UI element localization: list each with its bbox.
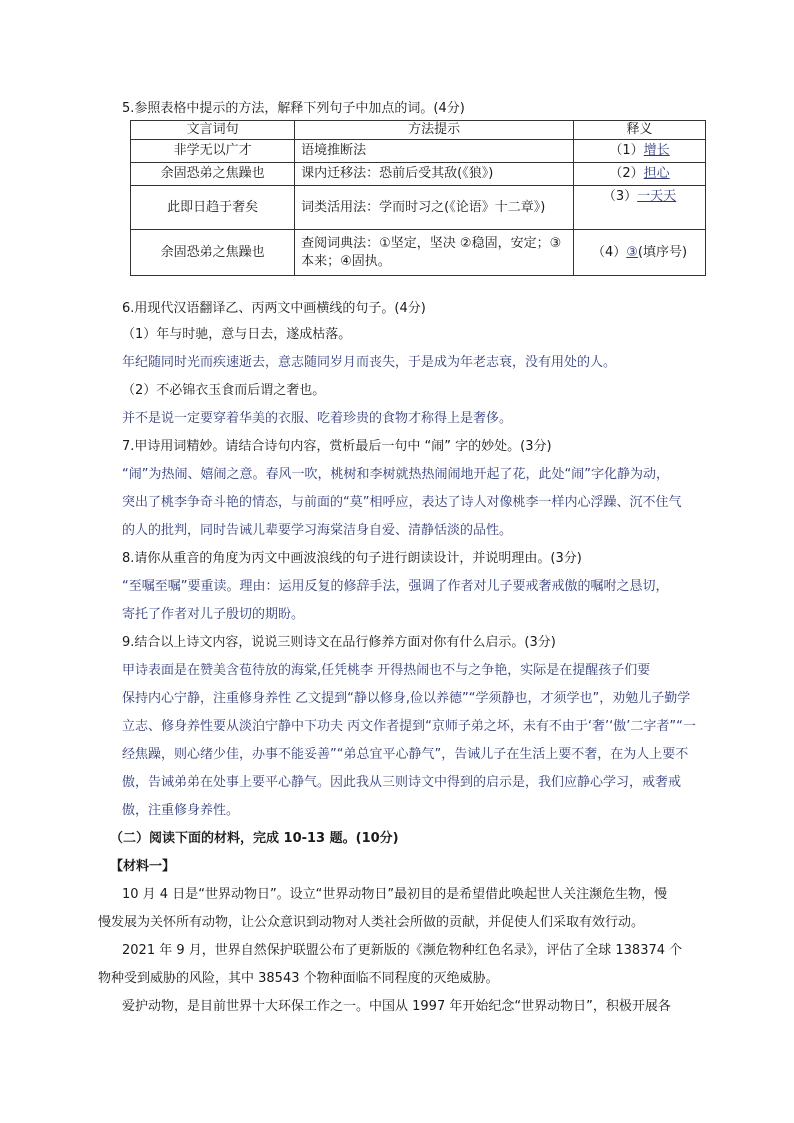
table-row: [131, 163, 706, 186]
phrase-cell: 余固恐弟之焦躁也: [131, 163, 295, 186]
q9-answer-line: 立志、修身养性要从淡泊宁静中下功夫 丙文作者提到“京师子弟之坏，未有不由于‘奢’‘傲’二字者”“一: [122, 719, 696, 734]
header-method: 方法提示: [295, 121, 574, 140]
paragraph-line: 10 月 4 日是“世界动物日”。设立“世界动物日”最初目的是希望借此唤起世人关注濒危生物，慢: [122, 887, 668, 902]
material-label: 【材料一】: [110, 859, 176, 874]
answer-cell: [574, 230, 706, 276]
paragraph-line: 2021 年 9 月，世界自然保护联盟公布了更新版的《濒危物种红色名录》，评估了全球 138374 个: [122, 943, 683, 958]
q9-answer-line: 傲，告诫弟弟在处事上要平心静气。因此我从三则诗文中得到的启示是，我们应静心学习，戒奢戒: [122, 775, 682, 790]
table-row: [131, 186, 706, 230]
method-cell: 语境推断法: [295, 140, 574, 163]
phrase-cell: 余固恐弟之焦躁也: [131, 230, 295, 276]
q6-sentence-1: （1）年与时驰，意与日去，遂成枯落。: [122, 327, 352, 342]
q9-title: 9.结合以上诗文内容，说说三则诗文在品行修养方面对你有什么启示。(3分): [122, 635, 556, 650]
paragraph-line: 爱护动物，是目前世界十大环保工作之一。中国从 1997 年开始纪念“世界动物日”，积极开展各: [122, 999, 671, 1014]
phrase-cell: 非学无以广才: [131, 140, 295, 163]
q7-answer-line: 的人的批判，同时告诫儿辈要学习海棠洁身自爱、清静恬淡的品性。: [122, 523, 513, 538]
section-heading: （二）阅读下面的材料，完成 10-13 题。(10分): [110, 831, 399, 846]
answer-cell: [574, 186, 706, 230]
paragraph-line: 物种受到威胁的风险，其中 38543 个物种面临不同程度的灭绝威胁。: [98, 971, 499, 986]
q8-answer-line: 寄托了作者对儿子殷切的期盼。: [122, 607, 305, 622]
q9-answer-line: 甲诗表面是在赞美含苞待放的海棠,任凭桃李 开得热闹也不与之争艳，实际是在提醒孩子们要: [122, 663, 651, 678]
answer-cell: [574, 163, 706, 186]
answer-cell: [574, 140, 706, 163]
table-header-row: [131, 121, 706, 140]
answer-text: ③: [626, 244, 638, 260]
vocab-table: [130, 120, 706, 276]
answer-number: （2）: [609, 166, 644, 181]
method-cell: 课内迁移法：恐前后受其敌(《狼》): [295, 163, 574, 186]
q8-title: 8.请你从重音的角度为丙文中画波浪线的句子进行朗读设计，并说明理由。(3分): [122, 551, 582, 566]
method-cell: 词类活用法：学而时习之(《论语》十二章》): [295, 186, 574, 230]
table-row: [131, 140, 706, 163]
q6-title: 6.用现代汉语翻译乙、丙两文中画横线的句子。(4分): [122, 301, 426, 316]
table-row: [131, 230, 706, 276]
q5-title: 5.参照表格中提示的方法，解释下列句子中加点的词。(4分): [122, 101, 465, 116]
answer-number: （4）: [591, 244, 627, 260]
answer-suffix: (填序号): [637, 244, 688, 260]
header-meaning: 释义: [574, 121, 706, 140]
answer-text: 担心: [643, 166, 670, 181]
phrase-cell: 此即日趋于奢矣: [131, 186, 295, 230]
q8-answer-line: “至嘱至嘱”要重读。理由：运用反复的修辞手法，强调了作者对儿子要戒奢戒傲的嘱咐之恳切，: [122, 579, 669, 594]
answer-text: 增长: [643, 143, 670, 158]
q7-answer-line: 突出了桃李争奇斗艳的情态，与前面的“莫”相呼应，表达了诗人对像桃李一样内心浮躁、沉不住气: [122, 495, 682, 510]
paragraph-line: 慢发展为关怀所有动物，让公众意识到动物对人类社会所做的贡献，并促使人们采取有效行动。: [98, 915, 645, 930]
q6-answer-2: 并不是说一定要穿着华美的衣服、吃着珍贵的食物才称得上是奢侈。: [122, 411, 513, 426]
answer-number: （3）: [602, 189, 638, 204]
q7-answer-line: “闹”为热闹、嬉闹之意。春风一吹，桃树和李树就热热闹闹地开起了花，此处“闹”字化静为动，: [122, 467, 669, 482]
method-cell: 查阅词典法：①坚定，坚决 ②稳固，安定；③本来；④固执。: [295, 230, 574, 276]
q6-answer-1: 年纪随同时光而疾速逝去，意志随同岁月而丧失，于是成为年老志衰，没有用处的人。: [122, 355, 617, 370]
q9-answer-line: 经焦躁，则心绪少佳，办事不能妥善”“弟总宜平心静气”，告诫儿子在生活上要不奢，在为人上要不: [122, 747, 689, 762]
header-phrase: 文言词句: [131, 121, 295, 140]
answer-number: （1）: [609, 143, 644, 158]
q9-answer-line: 保持内心宁静，注重修身养性 乙文提到“静以修身,俭以养德”“学须静也，才须学也”，劝勉儿子勤学: [122, 691, 691, 706]
q7-title: 7.甲诗用词精妙。请结合诗句内容，赏析最后一句中 “闹” 字的妙处。(3分): [122, 439, 552, 454]
answer-text: 一天天: [637, 189, 677, 204]
q9-answer-line: 傲，注重修身养性。: [122, 803, 240, 818]
q6-sentence-2: （2）不必锦衣玉食而后谓之奢也。: [122, 383, 326, 398]
